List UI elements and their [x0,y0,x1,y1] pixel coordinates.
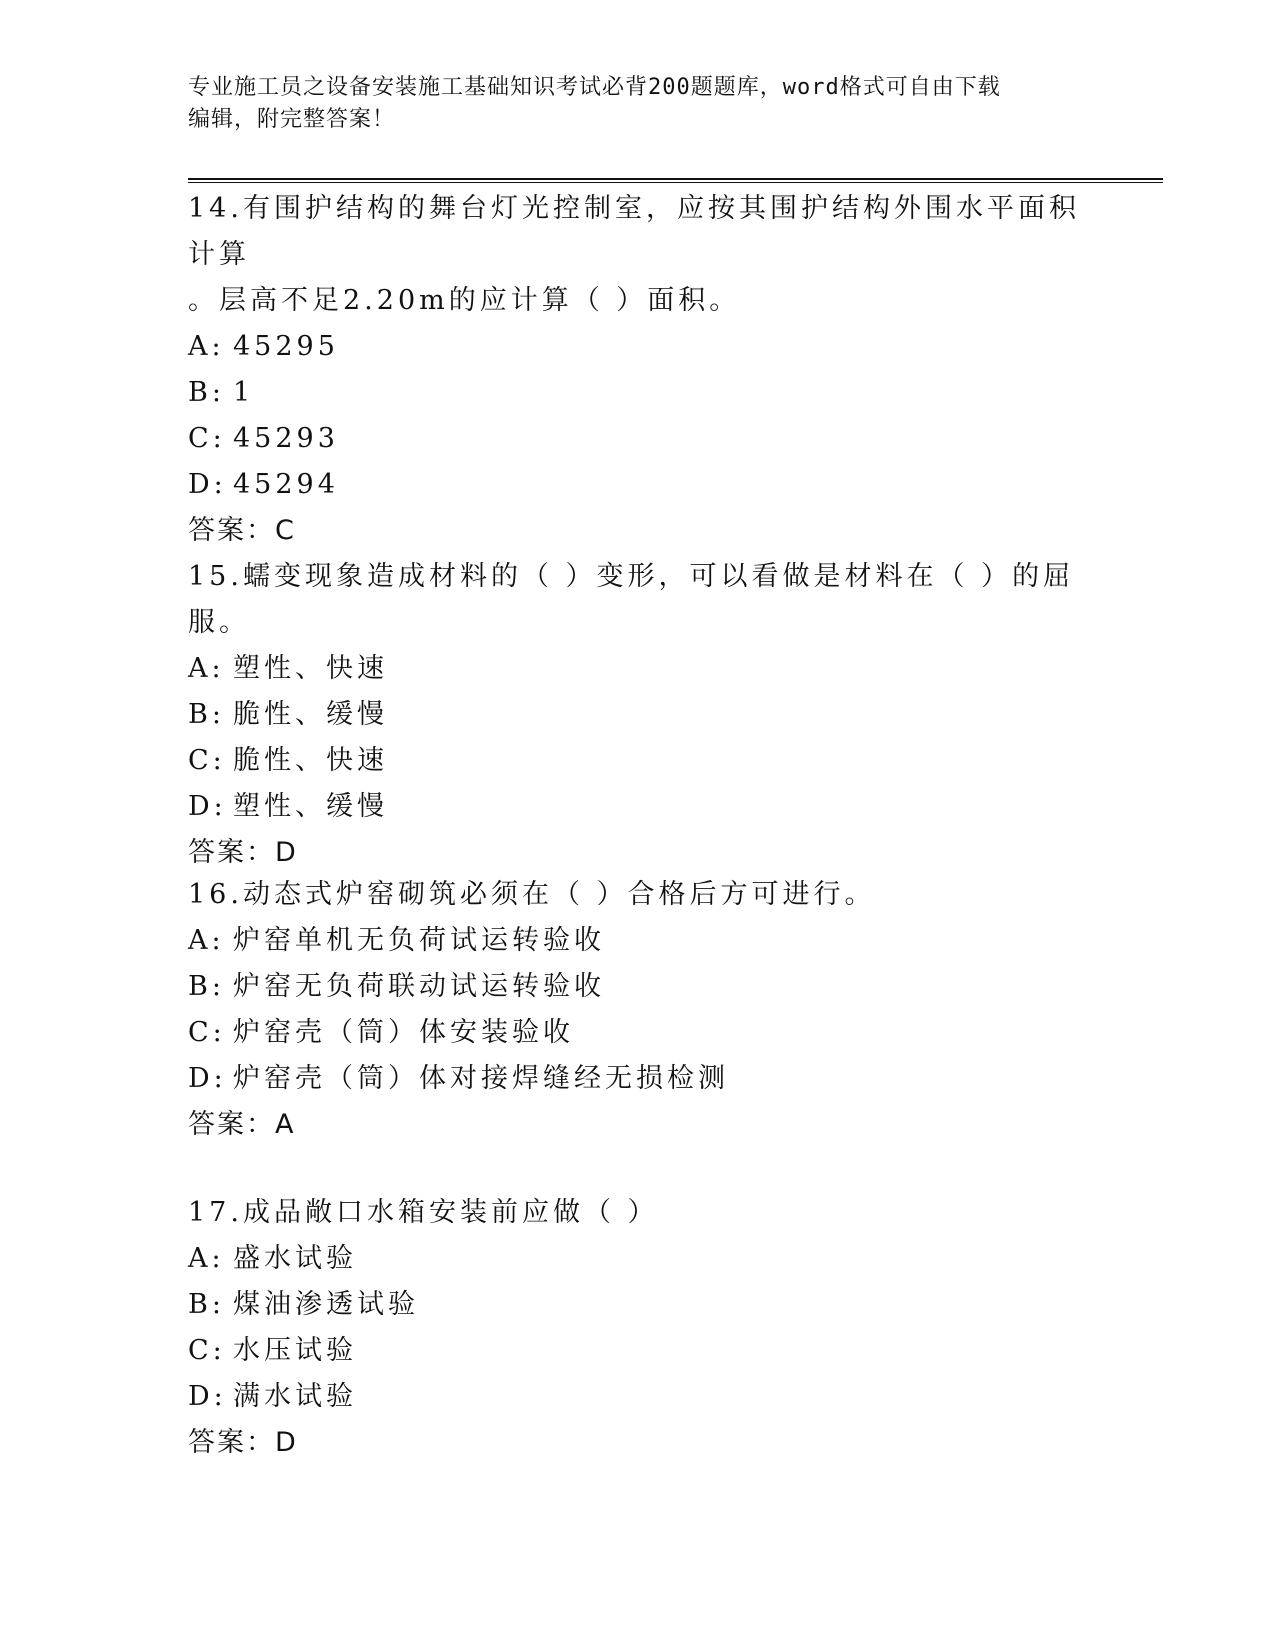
option-c [188,1010,1088,1056]
option-key: D: [188,1381,227,1412]
option-key: A: [188,653,225,684]
option-key: D: [188,791,227,822]
option-key: A: [188,331,225,362]
option-key: A: [188,1243,225,1274]
question-text-continued: 。层高不足2.20m的应计算（ ）面积。 [188,285,741,316]
option-text: 45293 [233,423,339,454]
option-a [188,646,1088,692]
question-17 [188,1190,1088,1466]
answer: 答案：A [188,1109,296,1140]
option-d [188,784,1088,830]
header-line-2: 编辑，附完整答案！ [188,107,396,132]
option-key: C: [188,745,226,776]
option-text: 塑性、快速 [233,653,388,684]
option-key: B: [188,377,225,408]
option-text: 45295 [233,331,339,362]
option-b [188,692,1088,738]
question-text: 17.成品敞口水箱安装前应做（ ） [188,1197,659,1228]
option-a [188,324,1088,370]
option-text: 脆性、缓慢 [233,699,388,730]
option-d [188,462,1088,508]
option-text: 煤油渗透试验 [233,1289,419,1320]
option-a [188,1236,1088,1282]
option-c [188,738,1088,784]
question-14 [188,186,1088,554]
option-text: 1 [233,377,255,408]
option-text: 炉窑壳（筒）体安装验收 [233,1017,574,1048]
answer: 答案：D [188,1427,298,1458]
question-text: 15.蠕变现象造成材料的（ ）变形，可以看做是材料在（ ）的屈服。 [188,561,1075,638]
header-line-1: 专业施工员之设备安装施工基础知识考试必背200题题库，word格式可自由下载 [188,75,1001,100]
header-divider [188,178,1163,183]
option-text: 炉窑无负荷联动试运转验收 [233,971,605,1002]
option-text: 塑性、缓慢 [233,791,388,822]
option-key: B: [188,971,225,1002]
document-header [188,72,1068,136]
option-a [188,918,1088,964]
answer: 答案：C [188,515,296,546]
option-c [188,416,1088,462]
option-b [188,1282,1088,1328]
question-16 [188,872,1088,1148]
option-key: D: [188,469,227,500]
option-d [188,1056,1088,1102]
option-text: 盛水试验 [233,1243,357,1274]
question-text: 16.动态式炉窑砌筑必须在（ ）合格后方可进行。 [188,879,876,910]
option-key: A: [188,925,225,956]
answer: 答案：D [188,837,298,868]
option-d [188,1374,1088,1420]
question-text: 14.有围护结构的舞台灯光控制室，应按其围护结构外围水平面积计算 [188,193,1080,270]
option-text: 炉窑壳（筒）体对接焊缝经无损检测 [233,1063,729,1094]
option-text: 满水试验 [233,1381,357,1412]
option-key: D: [188,1063,227,1094]
question-15 [188,554,1088,876]
option-b [188,964,1088,1010]
option-text: 水压试验 [233,1335,357,1366]
option-text: 脆性、快速 [233,745,388,776]
option-key: B: [188,699,225,730]
option-key: C: [188,423,226,454]
option-key: C: [188,1335,226,1366]
option-c [188,1328,1088,1374]
option-key: C: [188,1017,226,1048]
option-text: 45294 [233,469,339,500]
option-b [188,370,1088,416]
option-key: B: [188,1289,225,1320]
option-text: 炉窑单机无负荷试运转验收 [233,925,605,956]
